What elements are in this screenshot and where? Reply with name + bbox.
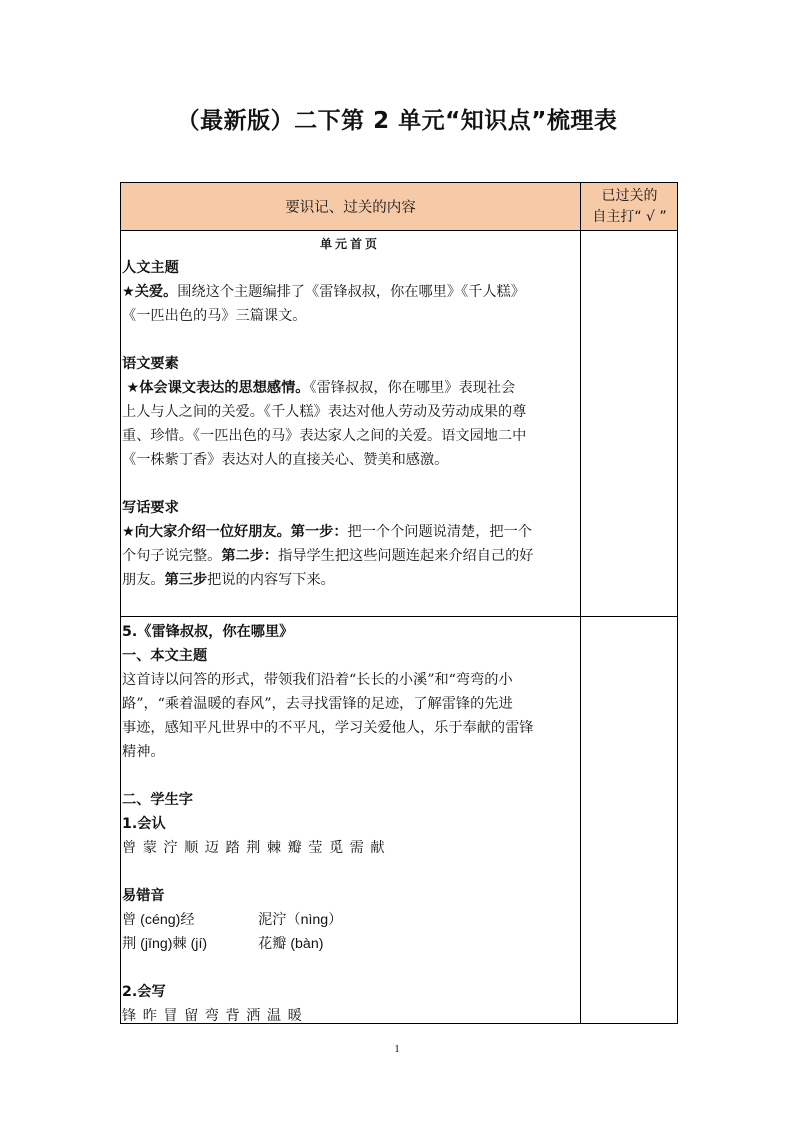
lesson5-cell bbox=[122, 620, 578, 1028]
element-text: 《雷锋叔叔，你在哪里》表现社会 bbox=[309, 380, 516, 396]
pronunciation-item: 花瓣 (bàn) bbox=[258, 936, 324, 952]
writing-text: 指导学生把这些问题连起来介绍自己的好 bbox=[278, 548, 534, 564]
writing-text: 把一个个问题说清楚，把一个 bbox=[347, 524, 532, 540]
column-divider bbox=[580, 230, 581, 1023]
lesson5-theme-heading: 一、本文主题 bbox=[122, 648, 208, 664]
theme-text: 围绕这个主题编排了《雷锋叔叔，你在哪里》《千人糕》 bbox=[177, 284, 525, 300]
unit-subtitle: 单元首页 bbox=[319, 237, 380, 251]
element-line: 《一株紫丁香》表达对人的直接关心、赞美和感激。 bbox=[122, 452, 449, 468]
pronunciation-item: 曾 (céng)经 bbox=[122, 912, 195, 928]
lesson5-theme-line: 路”，“乘着温暖的春风”，去寻找雷锋的足迹，了解雷锋的先进 bbox=[122, 696, 513, 712]
writing-bold: 第二步： bbox=[221, 548, 279, 564]
pronunciation-item: 泥泞（nìng） bbox=[258, 912, 343, 928]
unit-overview-cell bbox=[122, 234, 578, 592]
write-heading: 2.会写 bbox=[122, 984, 166, 1000]
writing-line bbox=[122, 520, 578, 544]
pronunciation-line bbox=[122, 932, 578, 956]
chars-heading: 二、学生字 bbox=[122, 792, 193, 808]
knowledge-table bbox=[120, 182, 678, 1024]
writing-heading: 写话要求 bbox=[122, 500, 179, 516]
element-line: 上人与人之间的关爱。《千人糕》表达对他人劳动及劳动成果的尊 bbox=[122, 404, 527, 420]
writing-text: 个句子说完整。 bbox=[122, 548, 222, 564]
writing-line bbox=[122, 544, 578, 568]
header-check-line2: 自主打“ √ ” bbox=[592, 208, 667, 225]
writing-bold: 第三步 bbox=[164, 572, 208, 588]
element-bold: ★体会课文表达的思想感情。 bbox=[126, 380, 310, 396]
header-check-column bbox=[580, 183, 678, 230]
writing-text: 把说的内容写下来。 bbox=[207, 572, 335, 588]
theme-line: 《一匹出色的马》三篇课文。 bbox=[122, 308, 307, 324]
theme-heading: 人文主题 bbox=[122, 260, 179, 276]
lesson5-theme-line: 精神。 bbox=[122, 744, 165, 760]
pronunciation-item: 荆 (jīng)棘 (jí) bbox=[122, 936, 208, 952]
page-number: 1 bbox=[394, 1043, 400, 1055]
theme-line bbox=[122, 280, 578, 304]
element-line: 重、珍惜。《一匹出色的马》表达家人之间的关爱。语文园地二中 bbox=[122, 428, 527, 444]
lesson5-theme-line: 事迹，感知平凡世界中的不平凡，学习关爱他人，乐于奉献的雷锋 bbox=[122, 720, 534, 736]
recognize-heading: 1.会认 bbox=[122, 816, 166, 832]
writing-bold: ★向大家介绍一位好朋友。第一步： bbox=[122, 524, 348, 540]
row-divider bbox=[121, 616, 677, 617]
recognize-chars: 曾 蒙 泞 顺 迈 踏 荆 棘 瓣 莹 觅 需 献 bbox=[122, 840, 385, 856]
lesson5-title: 5.《雷锋叔叔，你在哪里》 bbox=[122, 624, 294, 640]
header-check-line1: 已过关的 bbox=[601, 187, 658, 204]
table-header-row bbox=[121, 183, 677, 231]
pronunciation-line bbox=[122, 908, 578, 932]
writing-line bbox=[122, 568, 578, 592]
writing-text: 朋友。 bbox=[122, 572, 165, 588]
lesson5-theme-line: 这首诗以问答的形式，带领我们沿着“长长的小溪”和“弯弯的小 bbox=[122, 672, 513, 688]
pronunciation-heading: 易错音 bbox=[122, 888, 165, 904]
element-line bbox=[122, 376, 578, 400]
write-chars: 锋 昨 冒 留 弯 背 洒 温 暖 bbox=[122, 1008, 302, 1024]
theme-bold: ★关爱。 bbox=[122, 284, 178, 300]
page-title: （最新版）二下第 2 单元“知识点”梳理表 bbox=[176, 108, 618, 134]
element-heading: 语文要素 bbox=[122, 356, 179, 372]
header-content-column: 要识记、过关的内容 bbox=[285, 200, 416, 216]
